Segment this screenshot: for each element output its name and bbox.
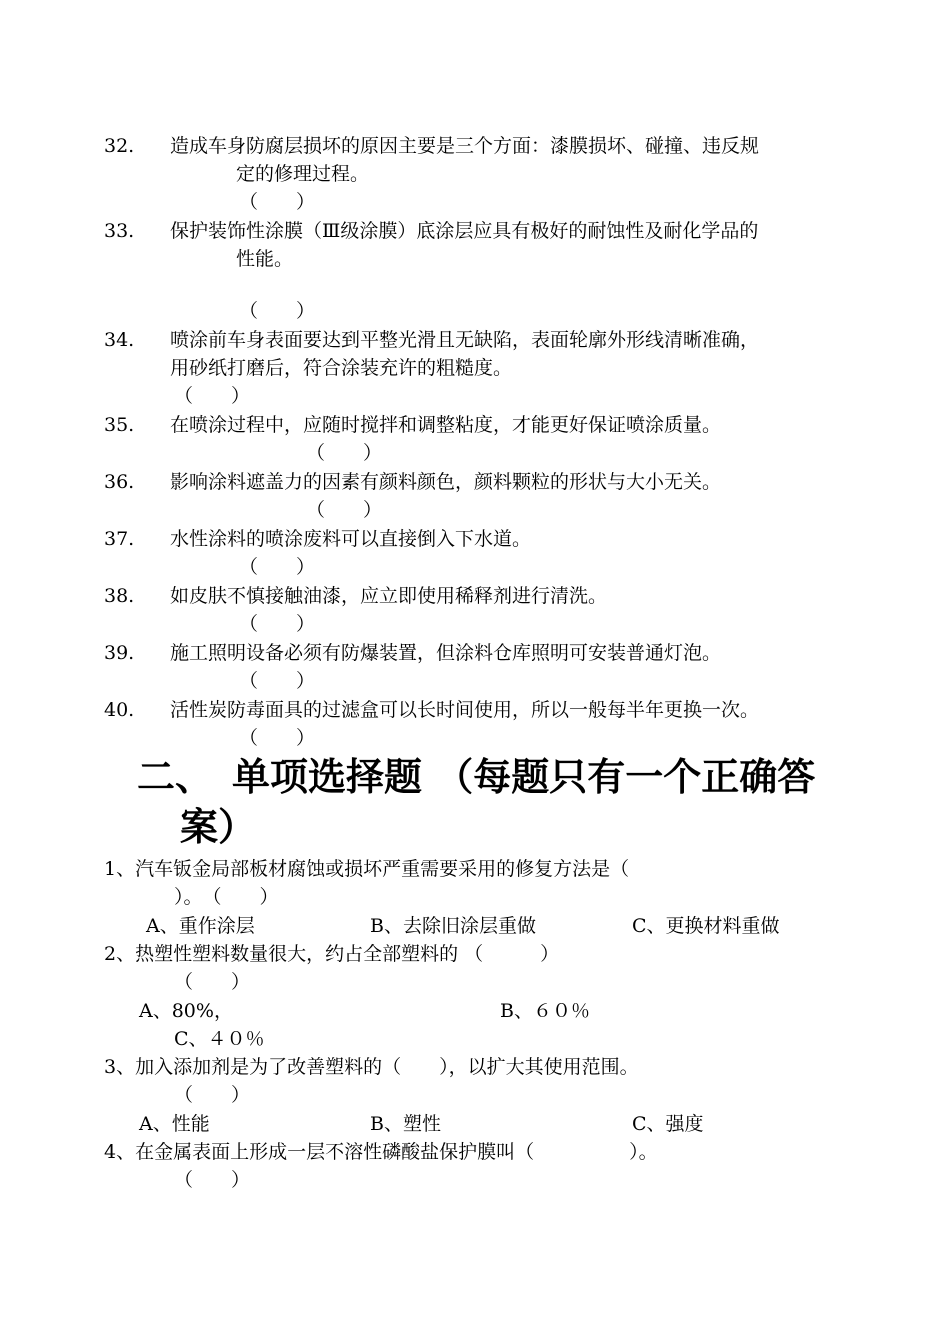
question-text: 如皮肤不慎接触油漆，应立即使用稀释剂进行清洗。 [170,585,608,607]
answer-paren: （ ） [174,1084,251,1106]
answer-paren: （ ） [239,727,316,749]
answer-paren: （ ） [239,556,316,578]
answer-paren: （ ） [239,191,316,213]
option-a: A、80%， [139,1000,233,1022]
answer-paren: （ ） [239,300,316,322]
answer-paren: （ ） [239,613,316,635]
option-b: B、去除旧涂层重做 [370,915,536,937]
question-number: 34. [104,329,135,351]
question-text-continued: 性能。 [236,248,294,270]
question-text: 保护装饰性涂膜（Ⅲ级涂膜）底涂层应具有极好的耐蚀性及耐化学品的 [170,220,759,242]
answer-paren: （ ） [306,442,383,464]
option-c: C、强度 [632,1113,704,1135]
answer-paren: （ ） [306,499,383,521]
option-b: B、塑性 [370,1113,441,1135]
question-text: 造成车身防腐层损坏的原因主要是三个方面：漆膜损坏、碰撞、违反规 [170,135,760,157]
answer-paren: （ ） [174,1169,251,1191]
option-a: A、重作涂层 [146,915,255,937]
question-stem-continued: ）。 （ ） [174,886,279,908]
question-text: 水性涂料的喷涂废料可以直接倒入下水道。 [170,528,532,550]
answer-paren: （ ） [174,385,251,407]
question-number: 35. [104,414,135,436]
question-stem: 3、加入添加剂是为了改善塑料的（ ），以扩大其使用范围。 [104,1056,639,1078]
option-b: B、６０％ [500,1000,590,1022]
option-c: C、４０％ [174,1028,265,1050]
question-number: 37. [104,528,135,550]
question-stem: 4、在金属表面上形成一层不溶性磷酸盐保护膜叫（ ）。 [104,1141,658,1163]
question-number: 39. [104,642,135,664]
question-text-continued: 定的修理过程。 [236,163,370,185]
option-a: A、性能 [139,1113,210,1135]
question-text: 在喷涂过程中，应随时搅拌和调整粘度，才能更好保证喷涂质量。 [170,414,722,436]
question-number: 40. [104,699,135,721]
question-text: 活性炭防毒面具的过滤盒可以长时间使用，所以一般每半年更换一次。 [170,699,760,721]
question-stem: 2、热塑性塑料数量很大，约占全部塑料的 （ ） [104,943,560,965]
question-number: 38. [104,585,135,607]
question-text: 施工照明设备必须有防爆装置，但涂料仓库照明可安装普通灯泡。 [170,642,722,664]
question-stem: 1、汽车钣金局部板材腐蚀或损坏严重需要采用的修复方法是（ [104,858,630,880]
answer-paren: （ ） [239,670,316,692]
question-number: 36. [104,471,135,493]
section-heading-line1: 二、 单项选择题 （每题只有一个正确答 [137,755,816,799]
question-number: 32. [104,135,135,157]
question-number: 33. [104,220,135,242]
option-c: C、更换材料重做 [632,915,780,937]
section-heading-line2: 案） [180,805,257,849]
answer-paren: （ ） [174,971,251,993]
question-text: 影响涂料遮盖力的因素有颜料颜色，颜料颗粒的形状与大小无关。 [170,471,722,493]
question-text-continued: 用砂纸打磨后，符合涂装充许的粗糙度。 [170,357,513,379]
question-text: 喷涂前车身表面要达到平整光滑且无缺陷，表面轮廓外形线清晰准确， [170,329,760,351]
